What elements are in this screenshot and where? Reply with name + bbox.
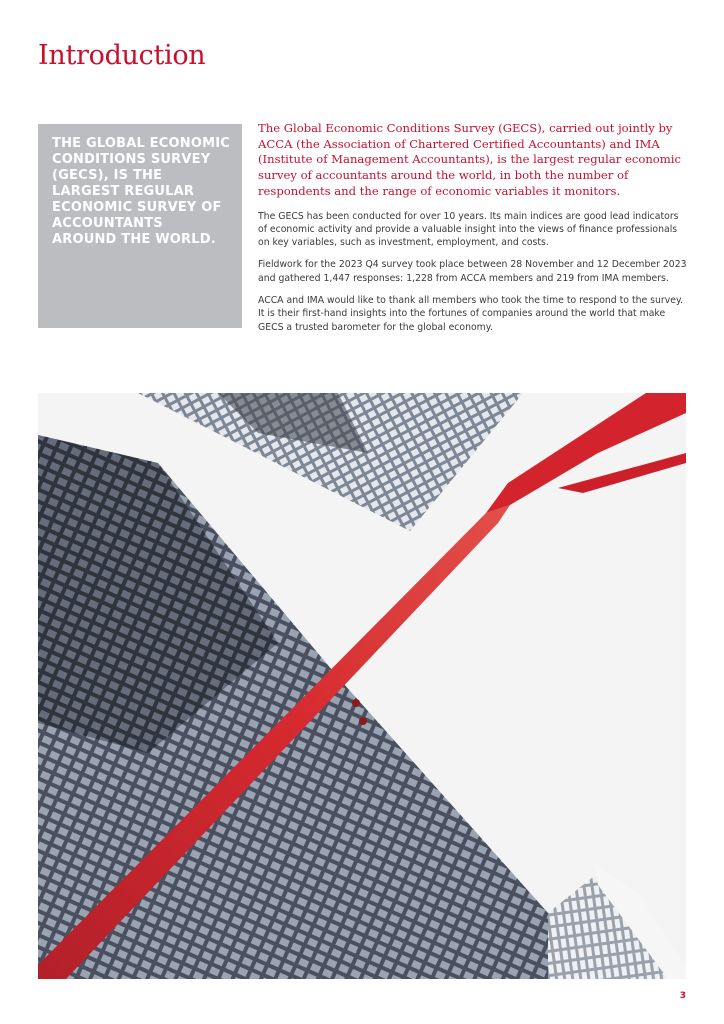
lead-paragraph: The Global Economic Conditions Survey (GECS), carried out jointly by ACCA (the Association of Chartered Certified Accountants) and IMA (Institute of Management Accountants), is the largest regular economic survey of accountants around the world, in both the number of respondents and the range of economic variables it monitors.	[258, 121, 681, 198]
introduction-body	[258, 121, 690, 343]
body-paragraph: Fieldwork for the 2023 Q4 survey took place between 28 November and 12 December 2023 and gathered 1,447 responses: 1,228 from ACCA members and 219 from IMA members.	[258, 259, 687, 284]
body-paragraph: ACCA and IMA would like to thank all members who took the time to respond to the survey. It is their first-hand insights into the fortunes of companies around the world that make GECS a trusted barometer for the global economy.	[258, 295, 684, 333]
page-number: 3	[679, 991, 686, 1001]
pull-quote-box	[38, 124, 242, 328]
body-paragraph: The GECS has been conducted for over 10 years. Its main indices are good lead indicators of economic activity and provide a valuable insight into the views of finance professionals on key variables, such as investment, employment, and costs.	[258, 210, 679, 249]
pull-quote: THE GLOBAL ECONOMIC CONDITIONS SURVEY (GECS), IS THE LARGEST REGULAR ECONOMIC SURVEY OF ACCOUNTANTS AROUND THE WORLD.	[52, 136, 230, 247]
skyscraper-photo	[38, 393, 686, 979]
page-title: Introduction	[38, 40, 206, 71]
